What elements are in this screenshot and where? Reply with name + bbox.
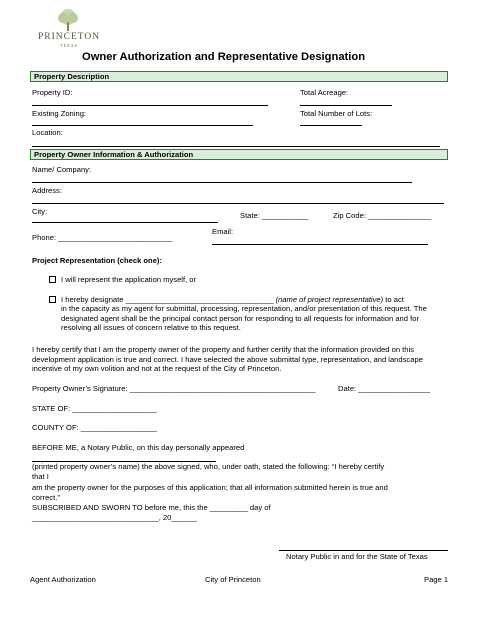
representation-heading: Project Representation (check one): [32, 256, 162, 265]
existing-zoning-label: Existing Zoning: [32, 109, 87, 118]
represent-myself-label: I will represent the application myself, or [61, 275, 197, 284]
notary-before-text: BEFORE ME, a Notary Public, on this day personally appeared [32, 443, 245, 452]
address-label: Address: [32, 186, 62, 195]
represent-myself-checkbox[interactable] [49, 276, 56, 283]
notary-signature-line[interactable] [279, 550, 448, 551]
total-lots-label: Total Number of Lots: [300, 109, 373, 118]
section-property-description: Property Description [30, 71, 448, 82]
city-line[interactable] [32, 222, 218, 223]
email-line[interactable] [212, 244, 428, 245]
zip-field[interactable]: Zip Code: _______________ [333, 211, 432, 220]
section-owner-information: Property Owner Information & Authorization [30, 149, 448, 160]
designate-agent-description: in the capacity as my agent for submittal, processing, representation, and/or presentation of this request. The designated agent shall be the principal contact person for responding to all requests for information and for resolving all issues of concern relative to this request. [61, 304, 427, 333]
email-label: Email: [212, 227, 234, 236]
footer-page-number: Page 1 [424, 575, 449, 584]
county-of-field[interactable]: COUNTY OF: __________________ [32, 423, 157, 432]
signature-date-field[interactable]: Date: _________________ [338, 384, 431, 393]
city-label: City: [32, 207, 48, 216]
sworn-line-2[interactable]: ______________________________, 20______ [32, 513, 197, 522]
footer-center: City of Princeton [205, 575, 261, 584]
total-acreage-label: Total Acreage: [300, 88, 349, 97]
certification-paragraph: I hereby certify that I am the property owner of the property and further certify that the information provided on this development application is true and correct. I have selected the above submittal type, representation, and landscape incentive of my own volition and not at the request of the City of Princeton. [32, 345, 423, 374]
property-id-label: Property ID: [32, 88, 73, 97]
tree-logo-icon [55, 8, 81, 32]
notary-printed-line-3: am the property owner for the purposes of this application; that all information submitted herein is true and [32, 483, 388, 492]
notary-printed-line-4: correct.” [32, 493, 60, 502]
total-lots-line[interactable] [300, 125, 362, 126]
state-field[interactable]: State: ___________ [240, 211, 309, 220]
designate-agent-line [61, 295, 404, 304]
notary-printed-line-1: (printed property owner’s name) the above signed, who, under oath, stated the following: “I hereby certify [32, 462, 385, 471]
name-company-line[interactable] [32, 182, 412, 183]
existing-zoning-line[interactable] [32, 125, 253, 126]
representative-name-hint: (name of project representative) [275, 295, 384, 304]
designate-agent-checkbox[interactable] [49, 296, 56, 303]
address-line[interactable] [32, 203, 444, 204]
logo-name: PRINCETON [38, 32, 101, 42]
notary-public-label: Notary Public in and for the State of Texas [286, 552, 428, 561]
footer-left: Agent Authorization [30, 575, 96, 584]
designate-text: I hereby designate ___________________________________ [61, 295, 274, 304]
location-label: Location: [32, 128, 63, 137]
location-line[interactable] [32, 146, 440, 147]
state-of-field[interactable]: STATE OF: ____________________ [32, 404, 157, 413]
sworn-line-1[interactable]: SUBSCRIBED AND SWORN TO before me, this the _________ day of [32, 503, 271, 512]
name-company-label: Name/ Company: [32, 165, 92, 174]
notary-printed-line-2: that I [32, 472, 49, 481]
logo-sub: TEXAS [60, 43, 78, 48]
owner-signature-field[interactable]: Property Owner’s Signature: ____________________________________________ [32, 384, 316, 393]
property-id-line[interactable] [32, 105, 268, 106]
page-title: Owner Authorization and Representative Designation [82, 51, 366, 63]
phone-field[interactable]: Phone: ___________________________ [32, 233, 173, 242]
total-acreage-line[interactable] [300, 105, 392, 106]
designate-text-end: to act [385, 295, 404, 304]
